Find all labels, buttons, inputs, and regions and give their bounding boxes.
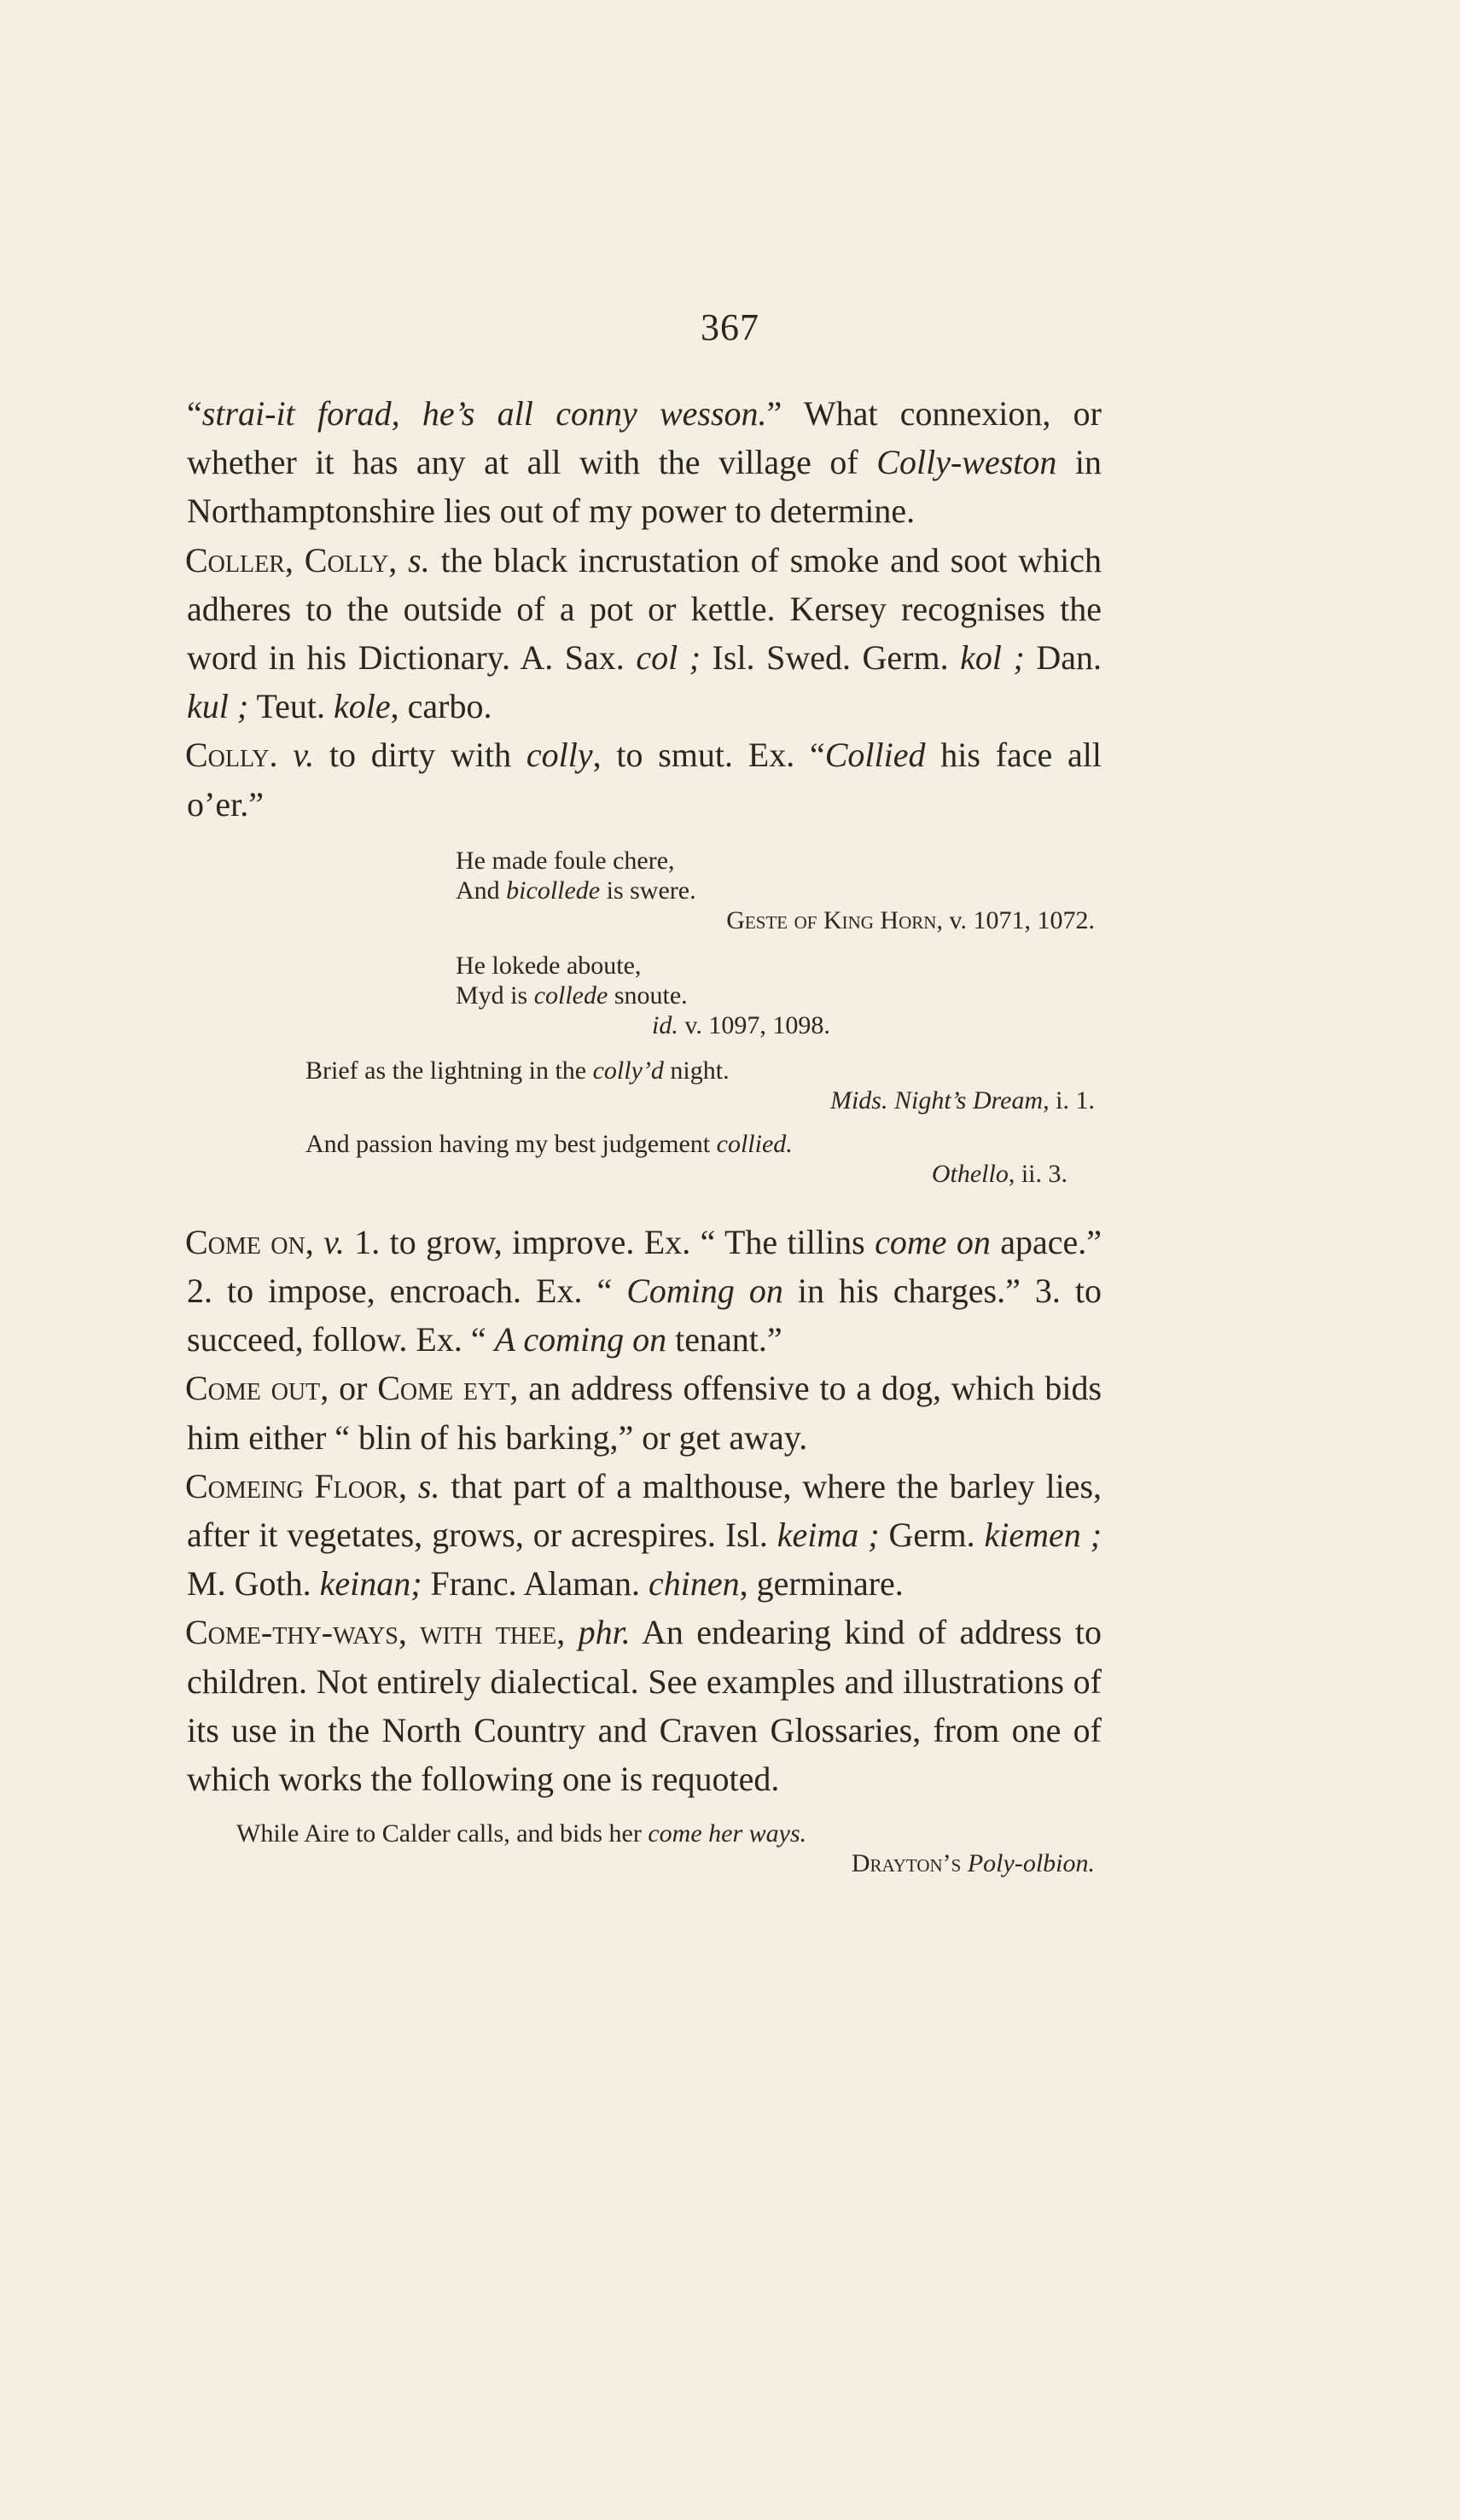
example: Collied: [824, 736, 926, 775]
paragraph-continuation: [187, 389, 1102, 536]
example: come on: [875, 1222, 991, 1261]
headword: Coller, Colly,: [185, 540, 398, 579]
etymology-text: Teut.: [248, 687, 334, 726]
paragraph-text: What connexion, or whether it has any at all with the village of: [187, 394, 1102, 482]
entry-come-out: [187, 1364, 1102, 1461]
quotation-king-horn-2: [456, 951, 1102, 1040]
etymon: kole: [333, 687, 391, 726]
definition: 1. to grow, improve. Ex. “ The tillins: [344, 1222, 875, 1261]
etymon: kiemen ;: [984, 1516, 1102, 1555]
connector: or: [329, 1369, 378, 1408]
headword: Come out,: [185, 1369, 329, 1408]
etymology-text: Dan.: [1024, 638, 1102, 678]
etymon: keinan;: [319, 1564, 422, 1603]
part-of-speech: v.: [293, 736, 315, 775]
part-of-speech: v.: [323, 1222, 345, 1261]
part-of-speech: phr.: [578, 1613, 631, 1652]
etymon: keima ;: [777, 1516, 880, 1555]
headword: Come eyt,: [377, 1369, 519, 1408]
quote-mark: “: [187, 394, 202, 433]
entry-come-on: [187, 1218, 1102, 1365]
verse-line: Myd is collede snoute.: [456, 981, 688, 1010]
entry-colly: [187, 730, 1102, 828]
term: colly: [526, 736, 593, 775]
part-of-speech: s.: [417, 1466, 440, 1505]
headword: Comeing Floor,: [185, 1466, 408, 1505]
place-name: Colly-weston: [876, 443, 1057, 482]
etymology-text: , carbo.: [390, 687, 492, 726]
definition: that part of a malthouse, where the barley lies, after it vegetates, grows, or acrespires. Isl.: [187, 1466, 1102, 1555]
verse-line: Brief as the lightning in the colly’d night.: [305, 1056, 730, 1085]
verse-line: He lokede aboute,: [456, 951, 642, 980]
page-body: [187, 389, 1102, 1878]
entry-coller: [187, 536, 1102, 731]
quotation-othello: [305, 1129, 1102, 1189]
etymology-text: , germinare.: [739, 1564, 904, 1603]
definition: his face all o’er.”: [187, 736, 1102, 824]
definition: tenant.”: [666, 1320, 782, 1359]
etymology-text: Isl. Swed. Germ.: [701, 638, 961, 678]
quote-mark: ”: [766, 394, 782, 433]
paragraph-text: in Northamptonshire lies out of my power to determine.: [187, 443, 1102, 531]
verse-line: And bicollede is swere.: [456, 876, 696, 905]
citation: Mids. Night’s Dream, i. 1.: [829, 1085, 1095, 1115]
page-number: 367: [701, 306, 759, 348]
citation: Drayton’s Poly-olbion.: [851, 1849, 1095, 1878]
citation: Othello, ii. 3.: [931, 1159, 1067, 1188]
definition: An endearing kind of address to children. Not entirely dialectical. See examples and illustrations of its use in the North Country and Craven Glossaries, from one of which works the following one is requoted.: [187, 1613, 1102, 1799]
citation: id. v. 1097, 1098.: [652, 1010, 830, 1039]
etymology-text: Germ.: [879, 1516, 985, 1555]
etymon: col ;: [636, 638, 701, 678]
definition: in his charges.” 3. to succeed, follow. Ex. “: [187, 1272, 1102, 1359]
entry-come-thy-ways: [187, 1608, 1102, 1803]
definition: apace.” 2. to impose, encroach. Ex. “: [187, 1222, 1102, 1311]
etymon: kol ;: [960, 638, 1025, 678]
etymology-text: M. Goth.: [187, 1564, 320, 1603]
quotation-midsummer: [305, 1056, 1102, 1115]
etymon: chinen: [649, 1564, 740, 1603]
entry-comeing-floor: [187, 1462, 1102, 1609]
headword: Come on,: [185, 1222, 314, 1261]
example: Coming on: [626, 1272, 783, 1311]
part-of-speech: s.: [408, 540, 430, 579]
verse-line: He made foule chere,: [456, 846, 675, 875]
example: A coming on: [494, 1320, 667, 1359]
definition: an address offensive to a dog, which bids him either “ blin of his barking,” or get away.: [187, 1369, 1102, 1457]
etymon: kul ;: [187, 687, 249, 726]
quotation-king-horn-1: [456, 846, 1102, 935]
headword: Colly.: [185, 736, 278, 775]
quotation-polyolbion: [236, 1819, 1102, 1878]
verse-line: While Aire to Calder calls, and bids her come her ways.: [236, 1819, 807, 1848]
definition: to dirty with: [314, 736, 526, 775]
headword: Come-thy-ways, with thee,: [185, 1613, 566, 1652]
etymology-text: Franc. Alaman.: [422, 1564, 649, 1603]
citation: Geste of King Horn, v. 1071, 1072.: [726, 905, 1095, 934]
definition: the black incrustation of smoke and soot which adheres to the outside of a pot or kettle. Kersey recognises the word in his Dictionary. A. Sax.: [187, 540, 1102, 678]
definition: , to smut. Ex. “: [592, 736, 825, 775]
dialect-quote: strai-it forad, he’s all conny wesson.: [201, 394, 767, 433]
verse-line: And passion having my best judgement collied.: [305, 1129, 793, 1158]
